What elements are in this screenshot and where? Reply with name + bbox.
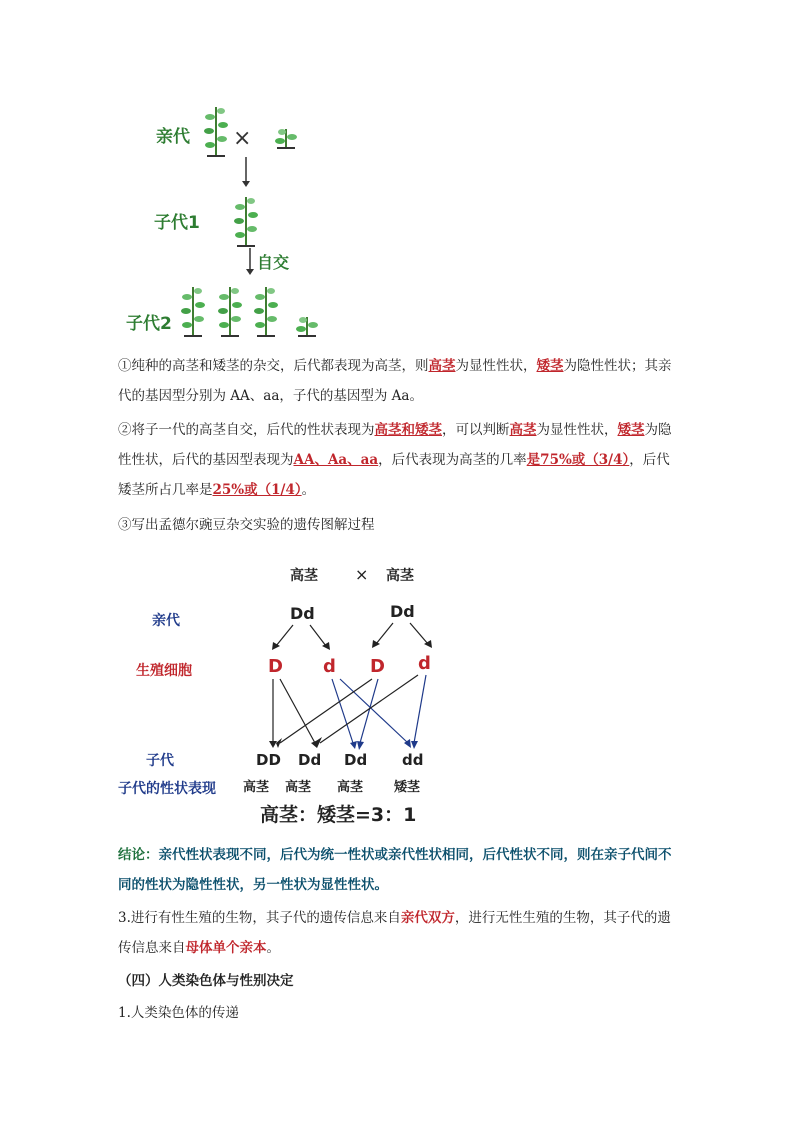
short-plant-icon: [296, 317, 318, 336]
parent-label: 亲代: [156, 127, 190, 147]
parent-left-trait: 高茎: [290, 568, 318, 584]
p4-answer: 母体单个亲本: [185, 940, 267, 956]
offspring-trait-3: 高茎: [337, 780, 364, 795]
gamete-4: d: [418, 653, 431, 674]
parent-genotype-left: Dd: [290, 604, 315, 623]
self-cross-label: 自交: [257, 253, 290, 272]
p2-answer: 高茎: [509, 422, 537, 438]
p2-text: ②将子一代的高茎自交，后代的性状表现为: [118, 422, 375, 438]
conclusion-text: 亲代性状表现不同，后代为统一性状或亲代性状相同，后代性状不同，则在亲子代间不同的性状为隐性性状，另一性状为显性性状。: [118, 847, 672, 893]
gamete-1: D: [268, 656, 283, 677]
p2-answer: 是75%或（3/4）: [526, 452, 630, 468]
row-label-trait: 子代的性状表现: [118, 781, 216, 797]
p2-answer: 25%或（1/4）: [212, 482, 302, 498]
p4-text: 3.进行有性生殖的生物，其子代的遗传信息来自: [118, 910, 401, 926]
cross-symbol: ×: [233, 126, 252, 151]
p4-text: ，进行无性生殖的生物，其子代的遗传信息来自: [118, 910, 671, 956]
p1-answer: 高茎: [428, 358, 456, 374]
p1-text: ①纯种的高茎和矮茎的杂交，后代都表现为高茎，则: [118, 358, 429, 374]
p2-text: ，后代矮茎所占几率是: [118, 452, 670, 498]
parent-right-trait: 高茎: [386, 568, 414, 584]
row-label-gamete: 生殖细胞: [136, 663, 192, 679]
p4-answer: 亲代双方: [400, 910, 455, 926]
conclusion-label: 结论：: [118, 847, 159, 863]
row-label-parent: 亲代: [152, 613, 180, 629]
phenotype-ratio: 高茎：矮茎=3：1: [260, 804, 417, 826]
child2-label: 子代2: [126, 314, 172, 334]
gamete-2: d: [323, 656, 336, 677]
paragraph-2: [118, 415, 678, 505]
conclusion: [118, 840, 678, 900]
paragraph-1: [118, 351, 678, 411]
sub-heading: 1.人类染色体的传递: [118, 1005, 239, 1021]
p1-answer: 矮茎: [536, 358, 564, 374]
offspring-genotype-3: Dd: [344, 751, 368, 769]
p2-text: 为显性性状，: [536, 422, 618, 438]
parent-genotype-right: Dd: [390, 602, 415, 621]
child1-label: 子代1: [154, 213, 200, 233]
cross-symbol: ×: [355, 565, 369, 584]
p2-answer: AA、Aa、aa: [293, 452, 379, 468]
p2-text: ，后代表现为高茎的几率: [378, 452, 527, 468]
gamete-3: D: [370, 656, 385, 677]
offspring-trait-2: 高茎: [285, 780, 312, 795]
pea-cross-figure: [120, 95, 360, 345]
row-label-child: 子代: [146, 753, 174, 769]
genetic-cross-diagram: [110, 555, 470, 835]
tall-plant-icon: [254, 287, 278, 336]
short-plant-icon: [275, 129, 297, 148]
tall-plant-icon: [204, 107, 228, 156]
p1-text: 为隐性性状；其亲代的基因型分别为 AA、aa，子代的基因型为 Aa。: [118, 358, 672, 404]
tall-plant-icon: [181, 287, 205, 336]
paragraph-4: [118, 903, 678, 963]
p2-text: 。: [301, 482, 316, 498]
offspring-genotype-2: Dd: [298, 751, 322, 769]
paragraph-3: ③写出孟德尔豌豆杂交实验的遗传图解过程: [118, 517, 375, 533]
p2-text: 为隐性性状，后代的基因型表现为: [118, 422, 672, 468]
p2-answer: 高茎和矮茎: [374, 422, 442, 438]
p1-text: 为显性性状，: [455, 358, 537, 374]
p2-answer: 矮茎: [617, 422, 645, 438]
section-heading: （四）人类染色体与性别决定: [118, 973, 294, 989]
offspring-trait-4: 矮茎: [394, 780, 421, 795]
tall-plant-icon: [218, 287, 242, 336]
tall-plant-icon: [234, 197, 258, 246]
p4-text: 。: [266, 940, 280, 956]
offspring-genotype-1: DD: [256, 751, 281, 769]
offspring-trait-1: 高茎: [243, 780, 270, 795]
offspring-genotype-4: dd: [402, 751, 424, 769]
p2-text: ，可以判断: [442, 422, 510, 438]
